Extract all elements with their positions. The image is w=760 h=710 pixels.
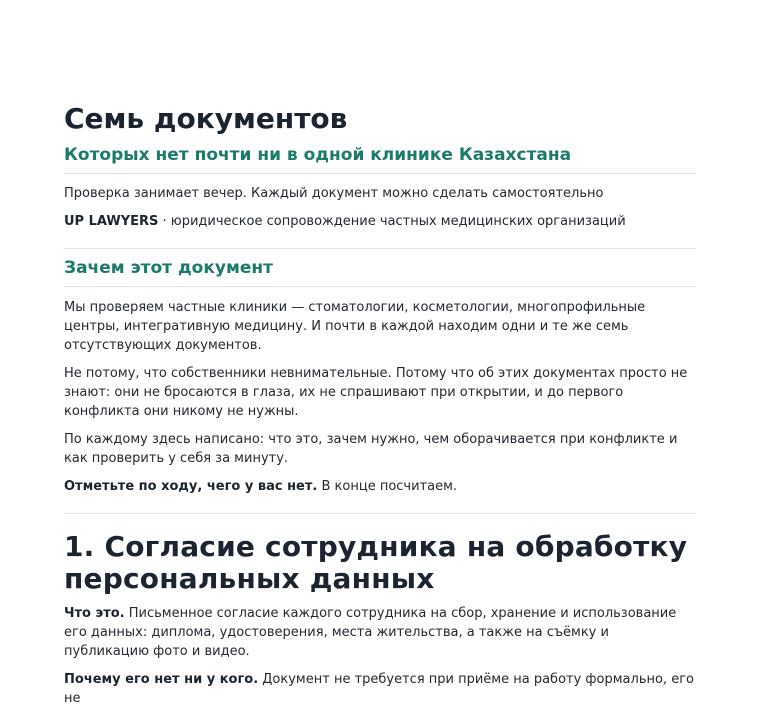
firm-description: · юридическое сопровождение частных медицинских организаций xyxy=(158,214,626,229)
divider xyxy=(64,248,696,249)
divider xyxy=(64,513,696,514)
section-1-why-label: Почему его нет ни у кого. xyxy=(64,672,259,687)
section-1-title: 1. Согласие сотрудника на обработку персональных данных xyxy=(64,530,688,595)
section-1-what xyxy=(64,604,696,661)
section-1-what-text: Письменное согласие каждого сотрудника на сбор, хранение и использование его данных: диплома, удостоверения, места жительства, а также на съёмку и публикацию фото и видео. xyxy=(64,606,677,659)
section-1-why xyxy=(64,670,696,708)
intro-paragraph-2: Не потому, что собственники невнимательные. Потому что об этих документах просто не знают: они не бросаются в глаза, их не спрашивают при открытии, и до первого конфликта они никому не нужны. xyxy=(64,366,688,419)
intro-paragraph-1: Мы проверяем частные клиники — стоматологии, косметологии, многопрофильные центры, интегративную медицину. И почти в каждой находим одни и те же семь отсутствующих документов. xyxy=(64,300,646,353)
document-subtitle: Которых нет почти ни в одной клинике Казахстана xyxy=(64,145,572,165)
firm-name: UP LAWYERS xyxy=(64,214,159,229)
divider xyxy=(64,286,696,287)
intro-heading: Зачем этот документ xyxy=(64,258,273,278)
intro-callout-rest: В конце посчитаем. xyxy=(317,479,458,494)
intro-callout: Отметьте по ходу, чего у вас нет. xyxy=(64,479,318,494)
section-1-what-label: Что это. xyxy=(64,606,125,621)
firm-line xyxy=(64,212,696,231)
document-content xyxy=(64,102,696,708)
divider xyxy=(64,173,696,174)
tagline-text: Проверка занимает вечер. Каждый документ можно сделать самостоятельно xyxy=(64,186,604,201)
intro-paragraph-4 xyxy=(64,477,696,496)
document-title: Семь документов xyxy=(64,102,348,135)
section-1-why-text: Документ не требуется при приёме на работу формально, его не xyxy=(64,672,694,706)
intro-paragraph-3: По каждому здесь написано: что это, зачем нужно, чем оборачивается при конфликте и как проверить у себя за минуту. xyxy=(64,432,678,466)
